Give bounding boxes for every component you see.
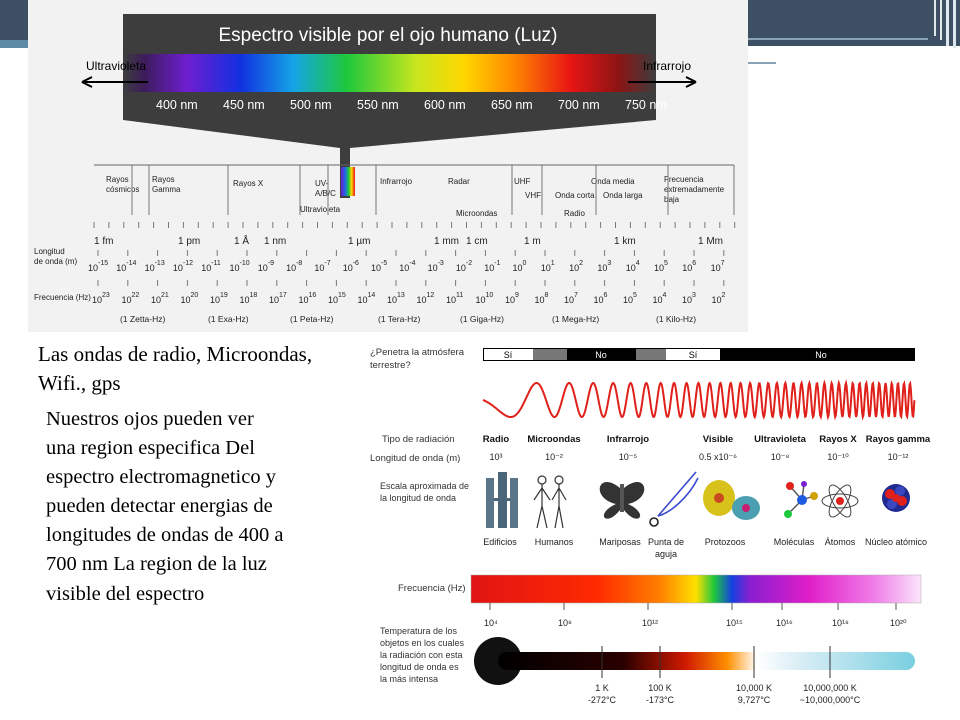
length-row-label-2: de onda (m) [34, 257, 78, 266]
band-label: extremadamente [664, 185, 725, 194]
spectrum-title: Espectro visible por el ojo humano (Luz) [218, 25, 558, 46]
radiation-type-label: Rayos gamma [865, 434, 931, 445]
wavelength-tick-label: 550 nm [357, 98, 399, 112]
ultraviolet-label: Ultravioleta [86, 59, 147, 73]
frequency-gradient-bar [471, 575, 921, 603]
svg-text:objetos en los cuales: objetos en los cuales [380, 638, 465, 648]
frequency-exponent-label: 9 [515, 292, 519, 299]
slide-corner-decoration [930, 0, 960, 48]
radiation-wavelength-label: 10⁻¹⁰ [827, 452, 849, 462]
band-label: Radar [448, 177, 470, 186]
frequency-unit-label: (1 Exa-Hz) [208, 314, 249, 324]
band-label: Rayos X [233, 179, 264, 188]
frequency-unit-label: (1 Tera-Hz) [378, 314, 421, 324]
spectrum-rainbow-band [123, 54, 656, 92]
temperature-kelvin-label: 10,000 K [735, 683, 773, 693]
length-unit-label: 1 Å [234, 236, 250, 247]
length-unit-label: 1 mm [434, 236, 459, 247]
frequency-tick-label: 10¹⁶ [776, 618, 793, 628]
band-label: Gamma [152, 185, 181, 194]
band-label: Onda corta [555, 191, 595, 200]
length-exponent-label: 10 [540, 263, 551, 273]
length-exponent-label: 10 [512, 263, 523, 273]
length-exponent-label: 10 [88, 263, 99, 273]
length-exponent-label: 7 [720, 260, 725, 267]
length-exponent-label: -15 [98, 260, 109, 267]
length-exponent-label: 10 [201, 263, 212, 273]
frequency-exponent-label: 10 [682, 295, 693, 305]
frequency-row-label: Frecuencia (Hz) [34, 293, 91, 302]
length-exponent-label: 10 [710, 263, 721, 273]
temperature-celsius-label: -272°C [587, 695, 617, 705]
frequency-exponent-label: 10 [593, 295, 604, 305]
band-label: baja [664, 195, 680, 204]
temperature-celsius-label: 9,727°C [737, 695, 771, 705]
molecule-icon [784, 481, 818, 518]
tipo-radiacion-label: Tipo de radiación [382, 434, 455, 445]
frequency-exponent-label: 10 [92, 295, 103, 305]
visible-narrow-band [341, 167, 355, 196]
frequency-exponent-label: 10 [180, 295, 191, 305]
length-exponent-label: -9 [267, 260, 275, 267]
temperature-kelvin-label: 1 K [595, 683, 609, 693]
radiation-type-label: Visible [702, 434, 734, 445]
frequency-exponent-label: 10 [121, 295, 132, 305]
length-exponent-label: 10 [654, 263, 665, 273]
length-exponent-label: 10 [625, 263, 636, 273]
slide-frame-line [748, 38, 928, 40]
length-unit-label: 1 Mm [698, 236, 723, 247]
length-exponent-label: 10 [597, 263, 608, 273]
scale-object-label: Núcleo atómico [864, 537, 928, 547]
svg-text:¿Penetra la atmósfera: ¿Penetra la atmósfera [370, 347, 464, 358]
length-exponent-label: 4 [635, 260, 640, 267]
length-exponent-label: 3 [607, 260, 612, 267]
length-exponent-label: -4 [409, 260, 416, 267]
wavelength-tick-label: 600 nm [424, 98, 466, 112]
frequency-exponent-label: 10 [534, 295, 545, 305]
wavelength-tick-label: 750 nm [625, 98, 667, 112]
length-exponent-label: 10 [144, 263, 155, 273]
band-label: Onda media [591, 177, 635, 186]
svg-text:la longitud de onda: la longitud de onda [380, 493, 457, 503]
radio-caption: Las ondas de radio, Microondas, Wifi., gps [38, 342, 313, 395]
frequency-exponent-label: 14 [367, 292, 376, 299]
frequency-exponent-label: 19 [220, 292, 228, 299]
frequency-tick-label: 10⁴ [484, 618, 498, 628]
length-unit-label: 1 fm [94, 236, 114, 247]
frequency-exponent-label: 5 [633, 292, 637, 299]
frequency-tick-label: 10¹⁸ [832, 618, 849, 628]
length-exponent-label: 10 [371, 263, 382, 273]
radiation-type-label: Microondas [527, 434, 581, 445]
radiation-type-label: Radio [482, 434, 510, 445]
length-exponent-label: -1 [494, 260, 501, 267]
svg-text:la más intensa: la más intensa [380, 674, 439, 684]
em-spectrum-properties-figure [358, 338, 950, 720]
svg-text:terrestre?: terrestre? [370, 360, 411, 371]
length-exponent-label: 6 [692, 260, 697, 267]
wavelength-tick-label: 650 nm [491, 98, 533, 112]
radiation-type-label: Infrarrojo [606, 434, 650, 445]
atom-icon [822, 482, 858, 520]
length-exponent-label: 10 [342, 263, 353, 273]
frequency-unit-label: (1 Kilo-Hz) [656, 314, 697, 324]
wavelength-tick-label: 500 nm [290, 98, 332, 112]
frequency-exponent-label: 10 [564, 295, 575, 305]
frequency-exponent-label: 2 [721, 292, 726, 299]
length-unit-label: 1 µm [348, 236, 371, 247]
radiation-wavelength-label: 10⁻² [545, 452, 563, 462]
band-label: cósmicos [106, 185, 140, 194]
length-exponent-label: -6 [352, 260, 359, 267]
wavelength-tick-label: 450 nm [223, 98, 265, 112]
scale-object-label: Moléculas [773, 537, 815, 547]
band-label: VHF [525, 191, 541, 200]
butterfly-icon [600, 482, 645, 519]
penetra-no-2: No [815, 350, 827, 360]
length-exponent-label: -11 [211, 260, 221, 267]
frequency-exponent-label: 10 [505, 295, 516, 305]
length-exponent-label: -3 [437, 260, 444, 267]
frequency-exponent-label: 10 [328, 295, 339, 305]
length-exponent-label: -5 [381, 260, 388, 267]
frequency-exponent-label: 23 [102, 292, 110, 299]
scale-object-label: Edificios [483, 537, 517, 547]
visible-spectrum-figure [28, 0, 748, 332]
radiation-wavelength-label: 0.5 x10⁻⁶ [699, 452, 737, 462]
frequency-exponent-label: 21 [161, 292, 169, 299]
visible-light-caption: Nuestros ojos pueden ver una region especifica Del espectro electromagnetico y pueden detectar energias de longitudes de ondas de 400 a 700 nm La region de la luz visible del espectro [46, 408, 284, 605]
length-exponent-label: -8 [296, 260, 303, 267]
frequency-exponent-label: 10 [357, 295, 368, 305]
frequency-exponent-label: 10 [652, 295, 663, 305]
band-label: Rayos [106, 175, 129, 184]
band-label: Microondas [456, 209, 498, 218]
buildings-icon [486, 472, 518, 528]
frequency-tick-label: 10¹² [642, 618, 659, 628]
length-exponent-label: 10 [314, 263, 325, 273]
frequency-exponent-label: 8 [544, 292, 549, 299]
temperature-kelvin-label: 10,000,000 K [803, 683, 857, 693]
frequency-exponent-label: 10 [387, 295, 398, 305]
frequency-tick-label: 10⁸ [558, 618, 572, 628]
length-exponent-label: 10 [286, 263, 297, 273]
atmosphere-penetration-bar [483, 348, 915, 361]
temperature-kelvin-label: 100 K [648, 683, 672, 693]
frequency-exponent-label: 10 [298, 295, 309, 305]
frequency-exponent-label: 7 [574, 292, 578, 299]
needle-icon [650, 472, 698, 526]
scale-object-label: Mariposas [599, 537, 641, 547]
svg-text:Temperatura de los: Temperatura de los [380, 626, 458, 636]
band-label: Onda larga [603, 191, 643, 200]
atomic-nucleus-icon [882, 484, 910, 512]
temperature-celsius-label: ~10,000,000°C [799, 695, 861, 705]
length-exponent-label: 10 [484, 263, 495, 273]
band-label: UHF [514, 177, 531, 186]
frequency-unit-label: (1 Mega-Hz) [552, 314, 600, 324]
length-exponent-label: -13 [154, 260, 165, 267]
length-unit-label: 1 m [524, 236, 541, 247]
frequency-exponent-label: 20 [190, 292, 199, 299]
frequency-exponent-label: 10 [269, 295, 280, 305]
length-unit-label: 1 km [614, 236, 636, 247]
length-exponent-label: -12 [182, 260, 194, 267]
frequency-exponent-label: 10 [475, 295, 486, 305]
humans-icon [534, 476, 566, 528]
frequency-exponent-label: 4 [662, 292, 667, 299]
length-exponent-label: -14 [126, 260, 137, 267]
radiation-wavelength-label: 10³ [489, 452, 503, 462]
scale-object-label: Protozoos [704, 537, 746, 547]
length-exponent-label: 5 [664, 260, 668, 267]
length-exponent-label: 10 [455, 263, 466, 273]
length-unit-label: 1 nm [264, 236, 287, 247]
frequency-unit-label: (1 Peta-Hz) [290, 314, 334, 324]
frequency-exponent-label: 10 [210, 295, 221, 305]
infrared-label: Infrarrojo [643, 59, 692, 73]
radiation-type-label: Rayos X [819, 434, 857, 445]
length-exponent-label: 10 [427, 263, 438, 273]
length-exponent-label: 10 [682, 263, 693, 273]
band-label: Rayos [152, 175, 175, 184]
frequency-exponent-label: 11 [456, 292, 464, 299]
scale-object-label: aguja [654, 549, 678, 559]
length-exponent-label: 10 [172, 263, 183, 273]
band-label: UV- [315, 179, 329, 188]
em-wave-line [483, 383, 914, 417]
length-exponent-label: -10 [239, 260, 250, 267]
wavelength-tick-label: 700 nm [558, 98, 600, 112]
length-unit-label: 1 pm [178, 236, 201, 247]
penetra-no-1: No [595, 350, 607, 360]
penetra-yes-1: Sí [503, 350, 513, 360]
length-exponent-label: 10 [399, 263, 410, 273]
frequency-exponent-label: 13 [397, 292, 405, 299]
frequency-tick-label: 10²⁰ [890, 618, 907, 628]
scale-object-label: Humanos [534, 537, 574, 547]
frequency-exponent-label: 10 [485, 292, 494, 299]
length-exponent-label: 1 [550, 260, 555, 267]
frequency-exponent-label: 15 [338, 292, 346, 299]
protozoa-icon [703, 480, 760, 520]
radiation-wavelength-label: 10⁻¹² [887, 452, 909, 462]
thermometer-bar [474, 637, 915, 685]
radiation-wavelength-label: 10⁻⁵ [618, 452, 638, 462]
frequency-exponent-label: 6 [603, 292, 608, 299]
frequency-exponent-label: 18 [249, 292, 258, 299]
frequency-exponent-label: 10 [239, 295, 250, 305]
length-exponent-label: -7 [324, 260, 331, 267]
frequency-exponent-label: 10 [623, 295, 634, 305]
temperature-celsius-label: -173°C [645, 695, 675, 705]
svg-text:Escala aproximada de: Escala aproximada de [380, 481, 470, 491]
frequency-tick-label: 10¹⁵ [726, 618, 743, 628]
band-label: Frecuencia [664, 175, 704, 184]
frequency-exponent-label: 16 [308, 292, 317, 299]
scale-object-label: Punta de [647, 537, 685, 547]
length-exponent-label: 2 [579, 260, 584, 267]
frequency-exponent-label: 12 [426, 292, 435, 299]
radiation-wavelength-label: 10⁻⁸ [770, 452, 790, 462]
length-exponent-label: 10 [116, 263, 127, 273]
longitud-onda-label: Longitud de onda (m) [370, 453, 461, 464]
slide-frame-line [748, 62, 776, 64]
frecuencia-label: Frecuencia (Hz) [398, 583, 466, 594]
frequency-exponent-label: 10 [446, 295, 457, 305]
frequency-exponent-label: 10 [711, 295, 722, 305]
length-exponent-label: 10 [257, 263, 268, 273]
frequency-exponent-label: 10 [151, 295, 162, 305]
wavelength-tick-label: 400 nm [156, 98, 198, 112]
frequency-exponent-label: 17 [279, 292, 287, 299]
length-unit-label: 1 cm [466, 236, 488, 247]
radiation-type-label: Ultravioleta [754, 434, 806, 445]
frequency-exponent-label: 3 [692, 292, 696, 299]
band-label: Radio [564, 209, 585, 218]
slide-frame-line [748, 52, 888, 54]
length-exponent-label: 0 [522, 260, 527, 267]
svg-text:la radiación con esta: la radiación con esta [380, 650, 463, 660]
frequency-unit-label: (1 Zetta-Hz) [120, 314, 166, 324]
frequency-exponent-label: 22 [131, 292, 140, 299]
frequency-unit-label: (1 Giga-Hz) [460, 314, 504, 324]
band-label: Infrarrojo [380, 177, 413, 186]
band-label: A/B/C [315, 189, 336, 198]
svg-text:longitud de onda es: longitud de onda es [380, 662, 459, 672]
length-exponent-label: -2 [465, 260, 473, 267]
scale-object-label: Átomos [824, 537, 856, 547]
penetra-yes-2: Sí [688, 350, 698, 360]
length-exponent-label: 10 [569, 263, 580, 273]
length-row-label: Longitud [34, 247, 65, 256]
band-label: Ultravioleta [300, 205, 341, 214]
frequency-exponent-label: 10 [416, 295, 427, 305]
length-exponent-label: 10 [229, 263, 240, 273]
